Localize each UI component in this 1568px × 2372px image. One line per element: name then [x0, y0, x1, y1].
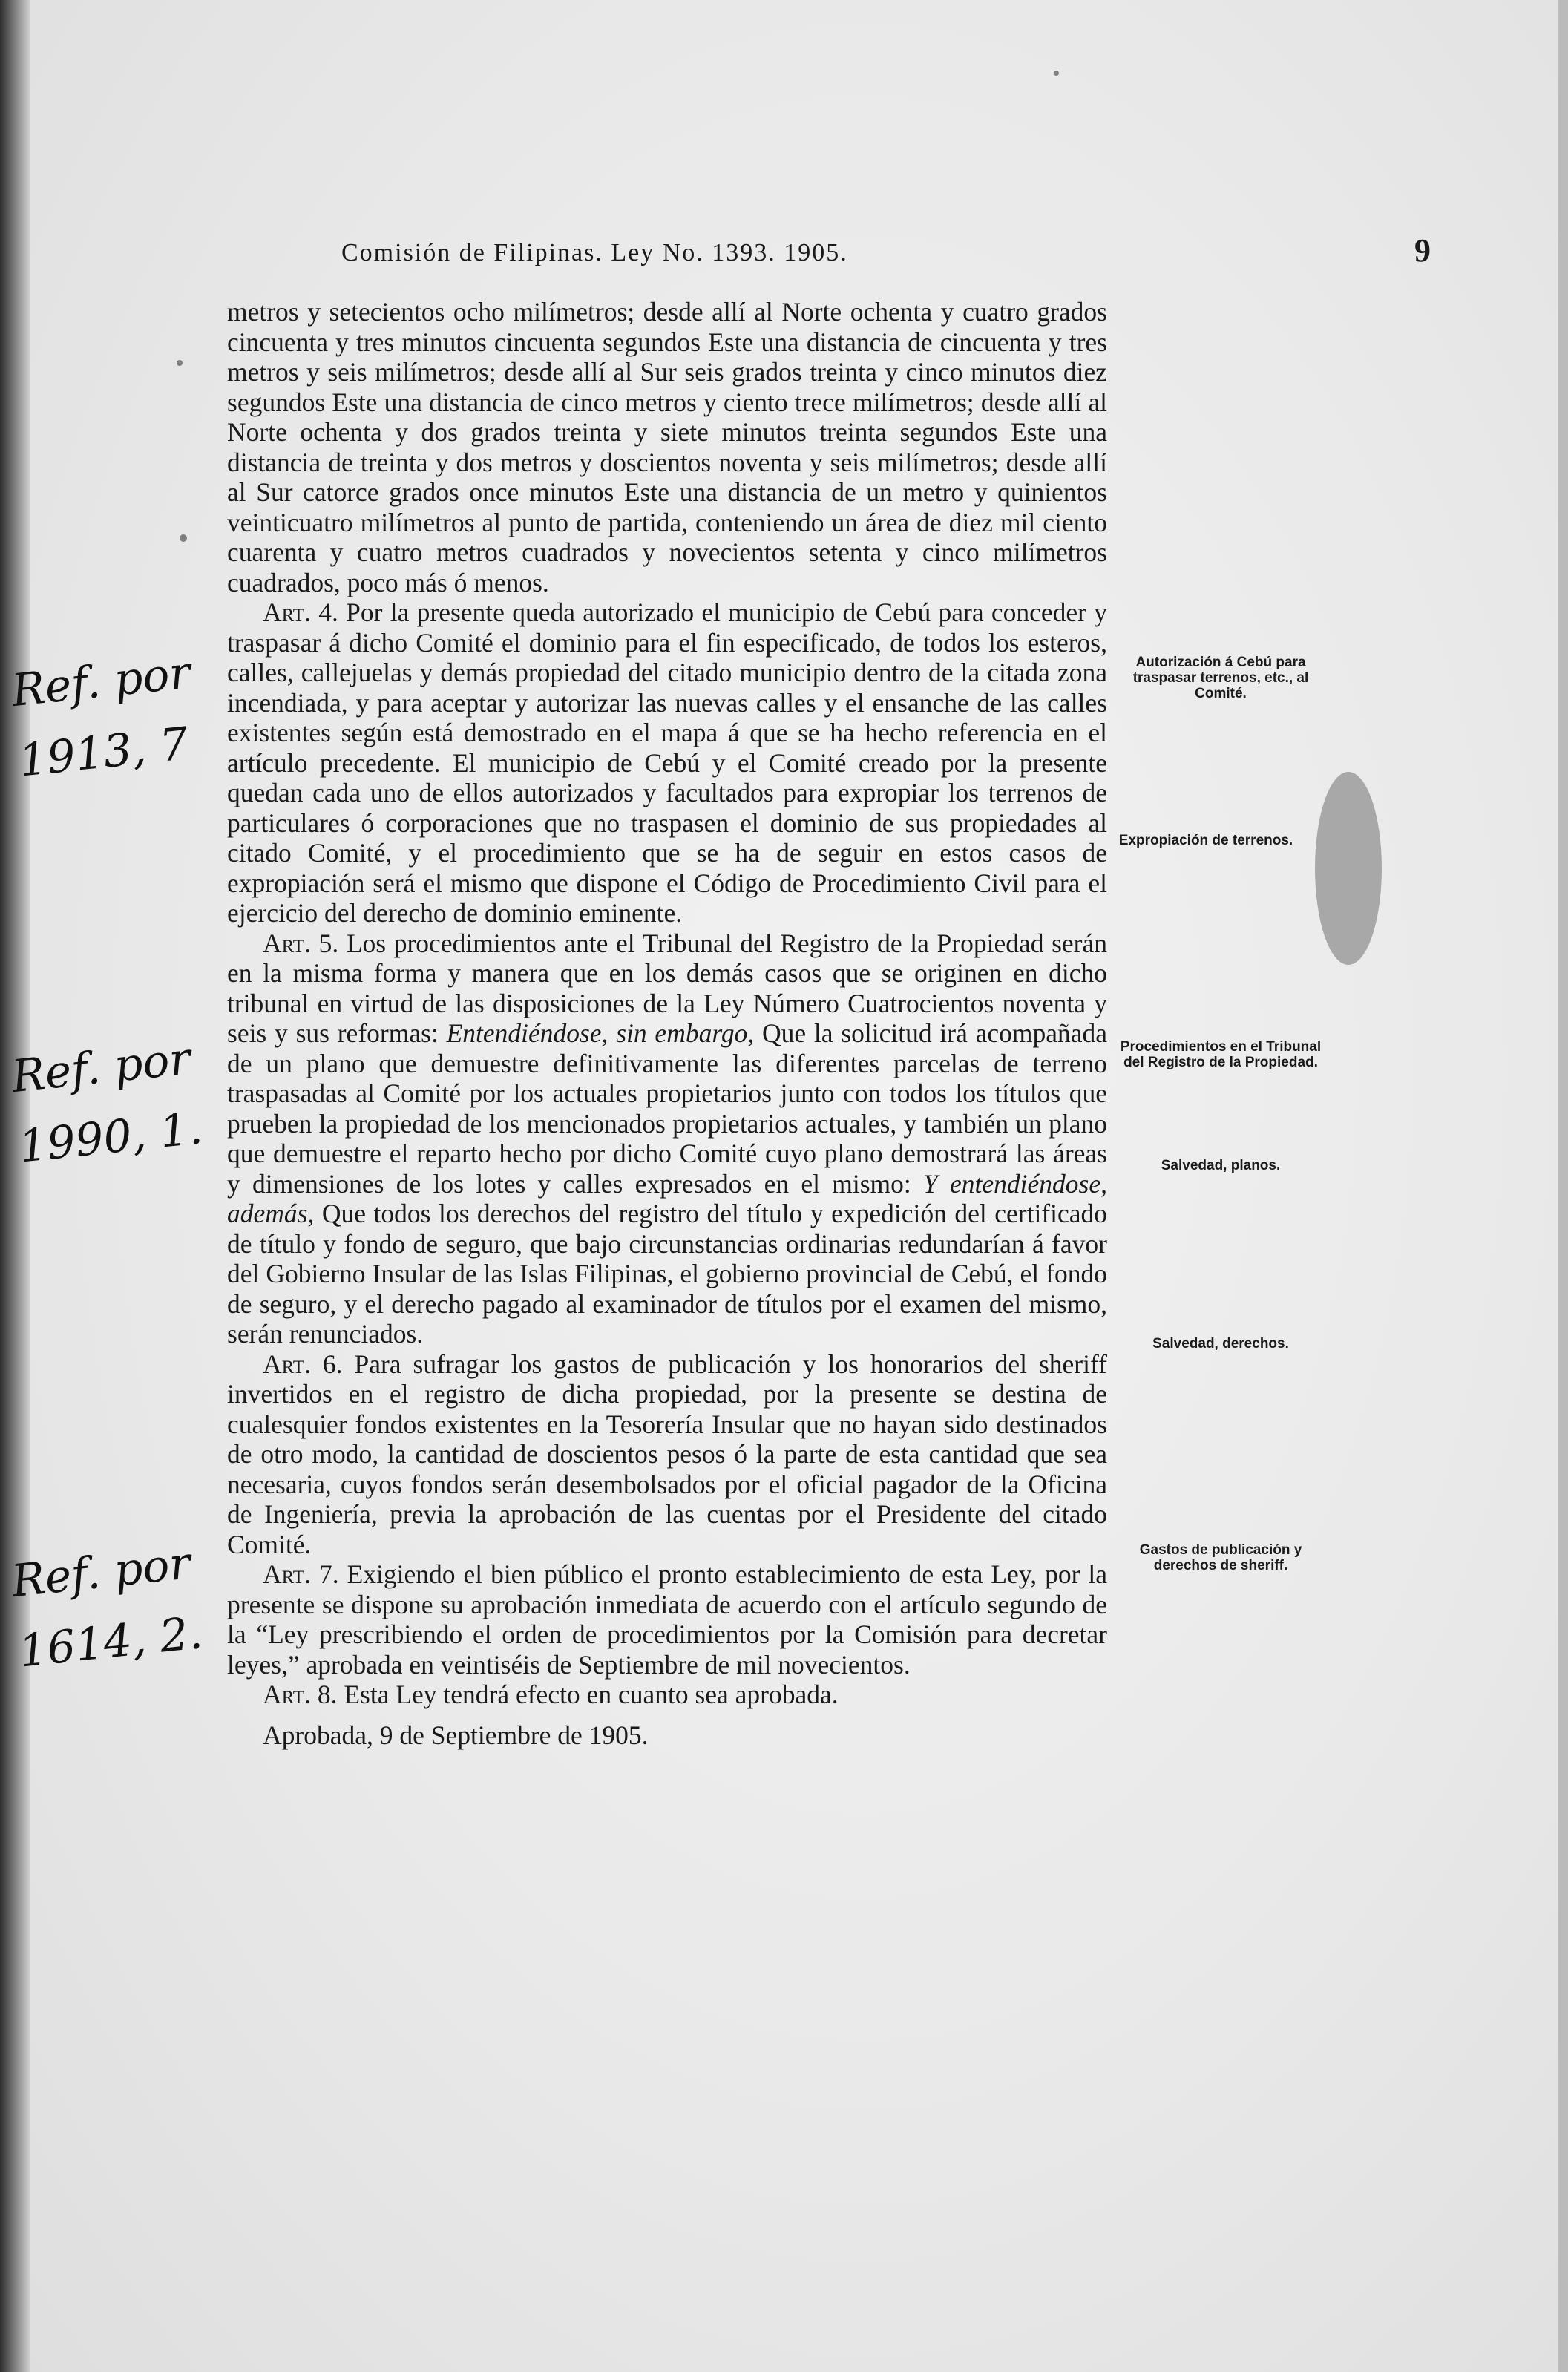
- article-4: [227, 597, 1107, 928]
- article-text: Por la presente queda autorizado el municipio de Cebú para conceder y traspasar á dicho Comité el dominio para el fin especificado, de todos los esteros, calles, callejuelas y demás propiedad del citado municipio dentro de la citada zona incendiada, y para aceptar y autorizar las nuevas calles y el ensanche de las calles existentes según está demostrado en el mapa á que se ha hecho referencia en el artículo precedente. El municipio de Cebú y el Comité creado por la presente quedan cada uno de ellos autorizados y facultados para expropiar los terrenos de particulares ó corporaciones que no traspasen el dominio de sus propiedades al citado Comité, y el procedimiento que se ha de seguir en estos casos de expropiación será el mismo que dispone el Código de Procedimiento Civil para el ejercicio del derecho de dominio eminente.: [227, 597, 1107, 928]
- article-text: Los procedimientos ante el Tribunal del Registro de la Propiedad serán en la misma forma y manera que en los demás casos que se originen en dicho tribunal en virtud de las disposiciones de la Ley Número Cuatrocientos noventa y seis y sus reformas:: [227, 928, 1108, 1048]
- article-5: [227, 928, 1107, 1349]
- article-label: Art. 6.: [263, 1349, 343, 1379]
- ink-dot: [177, 360, 183, 366]
- ink-dot: [180, 534, 187, 542]
- article-emphasis: Entendiéndose, sin embargo,: [446, 1018, 755, 1048]
- page-left-edge: [0, 0, 30, 2372]
- approval-date: Aprobada, 9 de Septiembre de 1905.: [263, 1720, 649, 1750]
- article-emphasis: Y entendiéndose, además,: [227, 1168, 1107, 1228]
- running-header: [304, 232, 1432, 276]
- article-text: Esta Ley tendrá efecto en cuanto sea aprobada.: [344, 1680, 839, 1709]
- article-7: [227, 1559, 1107, 1680]
- handwritten-note: Ref. por 1913, 7: [9, 646, 194, 787]
- margin-note-plans: Salvedad, planos.: [1161, 1158, 1281, 1173]
- article-6: [227, 1349, 1107, 1560]
- handwritten-note: Ref. por 1614, 2.: [9, 1537, 206, 1678]
- article-text: Que la solicitud irá acompañada de un plano que demuestre definitivamente las diferentes parcelas de terreno traspasadas al Comité por los actuales propietarios junto con todos los títulos que prueben la propiedad de los mencionados propietarios actuales, y también un plano que demuestre el reparto hecho por dicho Comité cuyo plano demostrará las áreas y dimensiones de los lotes y calles expresados en el mismo:: [227, 1018, 1108, 1199]
- article-8: [227, 1680, 1107, 1710]
- margin-note-expenses: Gastos de publicación y derechos de sheriff.: [1139, 1542, 1302, 1573]
- ink-smudge: [1315, 772, 1382, 965]
- article-text: Exigiendo el bien público el pronto establecimiento de esta Ley, por la presente se dispone su aprobación inmediata de acuerdo con el artículo segundo de la “Ley prescribiendo el orden de procedimientos por la Comisión para decretar leyes,” aprobada en veintiséis de Septiembre de mil novecientos.: [227, 1559, 1107, 1680]
- margin-note-expropriation: Expropiación de terrenos.: [1118, 833, 1293, 848]
- header-title: Comisión de Filipinas. Ley No. 1393. 1905.: [341, 239, 848, 266]
- article-label: Art. 7.: [263, 1559, 339, 1589]
- page-right-edge: [1558, 0, 1568, 2372]
- handwritten-note: Ref. por 1990, 1.: [9, 1032, 206, 1173]
- document-body: [227, 297, 1107, 1750]
- margin-note-rights: Salvedad, derechos.: [1152, 1336, 1289, 1352]
- article-text: Que todos los derechos del registro del título y expedición del certificado de título y fondo de seguro, que bajo circunstancias ordinarias redundarían á favor del Gobierno Insular de las Islas Filipinas, el gobierno provincial de Cebú, el fondo de seguro, y el derecho pagado al examinador de títulos por el examen del mismo, serán renunciados.: [227, 1199, 1108, 1349]
- article-label: Art. 4.: [263, 597, 338, 627]
- article-label: Art. 5.: [263, 928, 339, 958]
- paragraph-continued: metros y setecientos ocho milímetros; desde allí al Norte ochenta y cuatro grados cincuenta y tres minutos cincuenta segundos Este una distancia de cincuenta y tres metros y seis milímetros; desde allí al Sur seis grados treinta y cinco minutos diez segundos Este una distancia de cinco metros y ciento trece milímetros; desde allí al Norte ochenta y dos grados treinta y siete minutos treinta segundos Este una distancia de treinta y dos metros y doscientos noventa y seis milímetros; desde allí al Sur catorce grados once minutos Este una distancia de un metro y quinientos veinticuatro milímetros al punto de partida, conteniendo un área de diez mil ciento cuarenta y cuatro metros cuadrados y novecientos setenta y cinco milímetros cuadrados, poco más ó menos.: [227, 297, 1107, 597]
- page-number: 9: [1414, 232, 1432, 269]
- margin-note-procedures: Procedimientos en el Tribunal del Registro de la Propiedad.: [1120, 1039, 1322, 1070]
- ink-dot: [1054, 71, 1059, 76]
- article-text: Para sufragar los gastos de publicación y los honorarios del sheriff invertidos en el registro de dicha propiedad, por la presente se destina de cualesquier fondos existentes en la Tesorería Insular que no hayan sido destinados de otro modo, la cantidad de doscientos pesos ó la parte de esta cantidad que sea necesaria, cuyos fondos serán desembolsados por el oficial pagador de la Oficina de Ingeniería, previa la aprobación de las cuentas por el Presidente del citado Comité.: [227, 1349, 1107, 1559]
- margin-note-authorization: Autorización á Cebú para traspasar terrenos, etc., al Comité.: [1132, 655, 1309, 701]
- article-label: Art. 8.: [263, 1680, 338, 1709]
